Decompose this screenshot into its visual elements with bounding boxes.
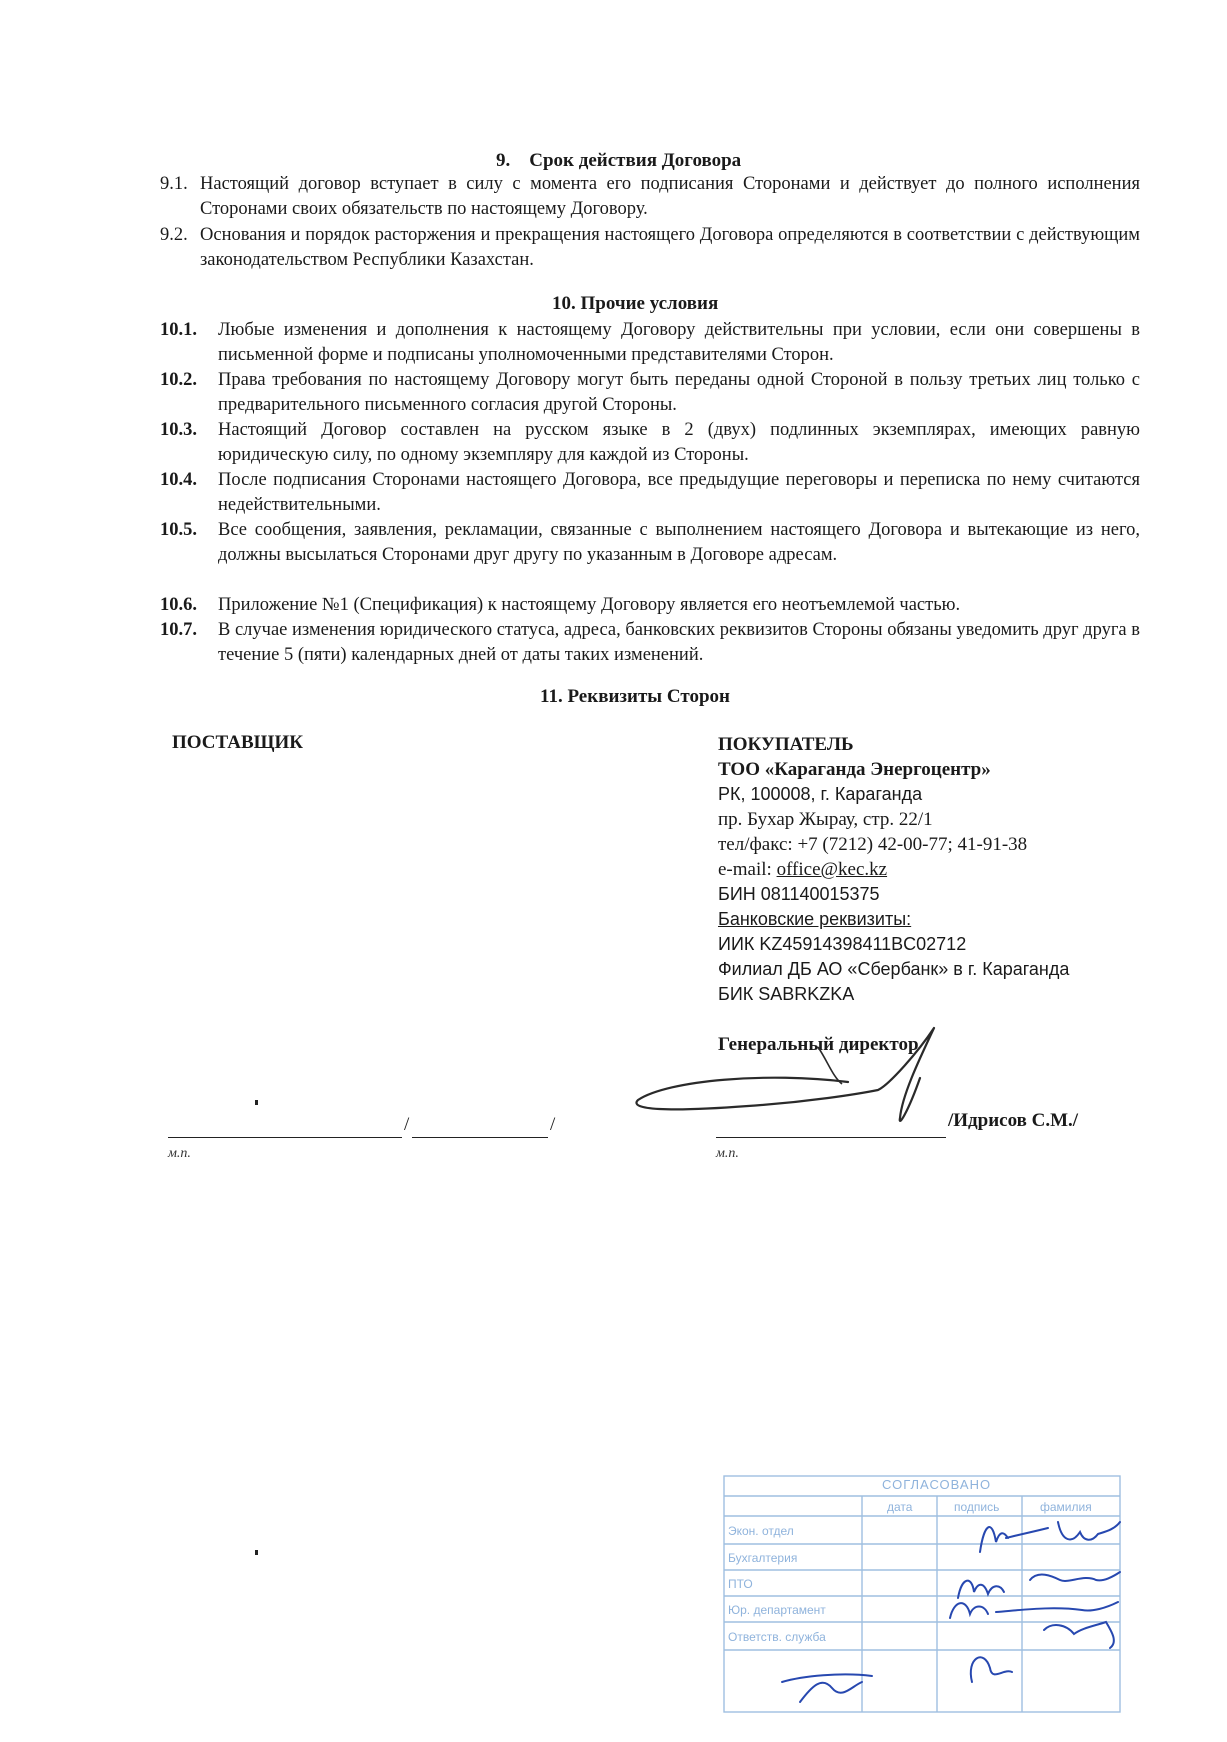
clause-number: 10.4. bbox=[160, 470, 197, 490]
section-10-title: 10. Прочие условия bbox=[552, 293, 719, 314]
section-9-title: 9. Срок действия Договора bbox=[496, 150, 742, 171]
clause-10-7 bbox=[160, 618, 1140, 668]
clause-text: Настоящий договор вступает в силу с момента его подписания Сторонами и действует до полного исполнения Сторонами своих обязательств по настоящему Договору. bbox=[200, 174, 1140, 219]
director-signature-image bbox=[628, 1022, 958, 1132]
ink-dot bbox=[255, 1100, 258, 1105]
approval-stamp bbox=[722, 1472, 1122, 1717]
stamp-handwriting-image bbox=[722, 1472, 1122, 1717]
clause-number: 10.1. bbox=[160, 320, 197, 340]
clause-number: 10.6. bbox=[160, 595, 197, 615]
buyer-iik: ИИК KZ45914398411BC02712 bbox=[718, 934, 967, 954]
buyer-address-street: пр. Бухар Жырау, стр. 22/1 bbox=[718, 809, 933, 830]
stamp-row-legal: Юр. департамент bbox=[728, 1603, 826, 1617]
supplier-slash-2: / bbox=[550, 1114, 556, 1135]
clause-text: После подписания Сторонами настоящего Договора, все предыдущие переговоры и переписка по нему считаются недействительными. bbox=[218, 470, 1140, 515]
email-label: e-mail: bbox=[718, 859, 777, 880]
clause-number: 10.3. bbox=[160, 420, 197, 440]
clause-number: 10.7. bbox=[160, 620, 197, 640]
clause-10-1 bbox=[160, 318, 1140, 368]
clause-number: 10.2. bbox=[160, 370, 197, 390]
buyer-bin: БИН 081140015375 bbox=[718, 884, 880, 904]
stamp-row-accounting: Бухгалтерия bbox=[728, 1551, 798, 1565]
stamp-col-surname: фамилия bbox=[1040, 1500, 1092, 1514]
buyer-stamp-place: м.п. bbox=[716, 1146, 739, 1161]
buyer-signature-line bbox=[716, 1137, 946, 1138]
clause-10-2 bbox=[160, 368, 1140, 418]
email-link[interactable]: office@kec.kz bbox=[776, 859, 888, 880]
buyer-bank: Филиал ДБ АО «Сбербанк» в г. Караганда bbox=[718, 959, 1070, 979]
supplier-stamp-place: м.п. bbox=[168, 1146, 191, 1161]
buyer-bik: БИК SABRKZKA bbox=[718, 984, 855, 1004]
clause-10-3 bbox=[160, 418, 1140, 468]
buyer-label: ПОКУПАТЕЛЬ bbox=[718, 734, 854, 755]
clause-text: Любые изменения и дополнения к настоящему Договору действительны при условии, если они совершены в письменной форме и подписаны уполномоченными представителями Сторон. bbox=[218, 320, 1140, 365]
stamp-col-date: дата bbox=[887, 1500, 913, 1514]
clause-9-1 bbox=[160, 172, 1140, 222]
supplier-name-line bbox=[412, 1137, 548, 1138]
buyer-details bbox=[718, 732, 1069, 1007]
buyer-name: ТОО «Караганда Энергоцентр» bbox=[718, 759, 991, 780]
supplier-slash-1: / bbox=[404, 1114, 410, 1135]
ink-dot bbox=[255, 1550, 258, 1555]
clause-number: 9.2. bbox=[160, 225, 188, 245]
clause-10-4 bbox=[160, 468, 1140, 518]
clause-text: Основания и порядок расторжения и прекращения настоящего Договора определяются в соответствии с действующим законодательством Республики Казахстан. bbox=[200, 225, 1140, 270]
stamp-row-responsible: Ответств. служба bbox=[728, 1630, 826, 1644]
clause-text: Все сообщения, заявления, рекламации, связанные с выполнением настоящего Договора и вытекающие из него, должны высылаться Сторонами друг другу по указанным в Договоре адресам. bbox=[218, 520, 1140, 565]
supplier-signature-line bbox=[168, 1137, 402, 1138]
director-title: Генеральный директор bbox=[718, 1034, 919, 1055]
supplier-label: ПОСТАВЩИК bbox=[172, 732, 304, 753]
clause-text: Права требования по настоящему Договору могут быть переданы одной Стороной в пользу третьих лиц только с предварительного письменного согласия другой Стороны. bbox=[218, 370, 1140, 415]
clause-text: Настоящий Договор составлен на русском языке в 2 (двух) подлинных экземплярах, имеющих равную юридическую силу, по одному экземпляру для каждой из Стороны. bbox=[218, 420, 1140, 465]
clause-9-2 bbox=[160, 223, 1140, 273]
buyer-address-city: РК, 100008, г. Караганда bbox=[718, 784, 923, 804]
clause-10-6 bbox=[160, 593, 1140, 618]
buyer-signer-name: /Идрисов С.М./ bbox=[948, 1110, 1079, 1131]
bank-details-label: Банковские реквизиты: bbox=[718, 909, 912, 929]
stamp-col-signature: подпись bbox=[954, 1500, 1000, 1514]
clause-text: Приложение №1 (Спецификация) к настоящему Договору является его неотъемлемой частью. bbox=[218, 595, 961, 615]
stamp-row-pto: ПТО bbox=[728, 1577, 753, 1591]
buyer-email-line bbox=[718, 857, 1069, 882]
clause-10-5 bbox=[160, 518, 1140, 568]
clause-number: 10.5. bbox=[160, 520, 197, 540]
clause-text: В случае изменения юридического статуса, адреса, банковских реквизитов Стороны обязаны уведомить друг друга в течение 5 (пяти) календарных дней от даты таких изменений. bbox=[218, 620, 1140, 665]
section-11-title: 11. Реквизиты Сторон bbox=[540, 686, 730, 707]
stamp-row-economics: Экон. отдел bbox=[728, 1524, 794, 1538]
clause-number: 9.1. bbox=[160, 174, 188, 194]
buyer-phone: тел/факс: +7 (7212) 42-00-77; 41-91-38 bbox=[718, 834, 1028, 855]
stamp-title: СОГЛАСОВАНО bbox=[882, 1477, 992, 1492]
